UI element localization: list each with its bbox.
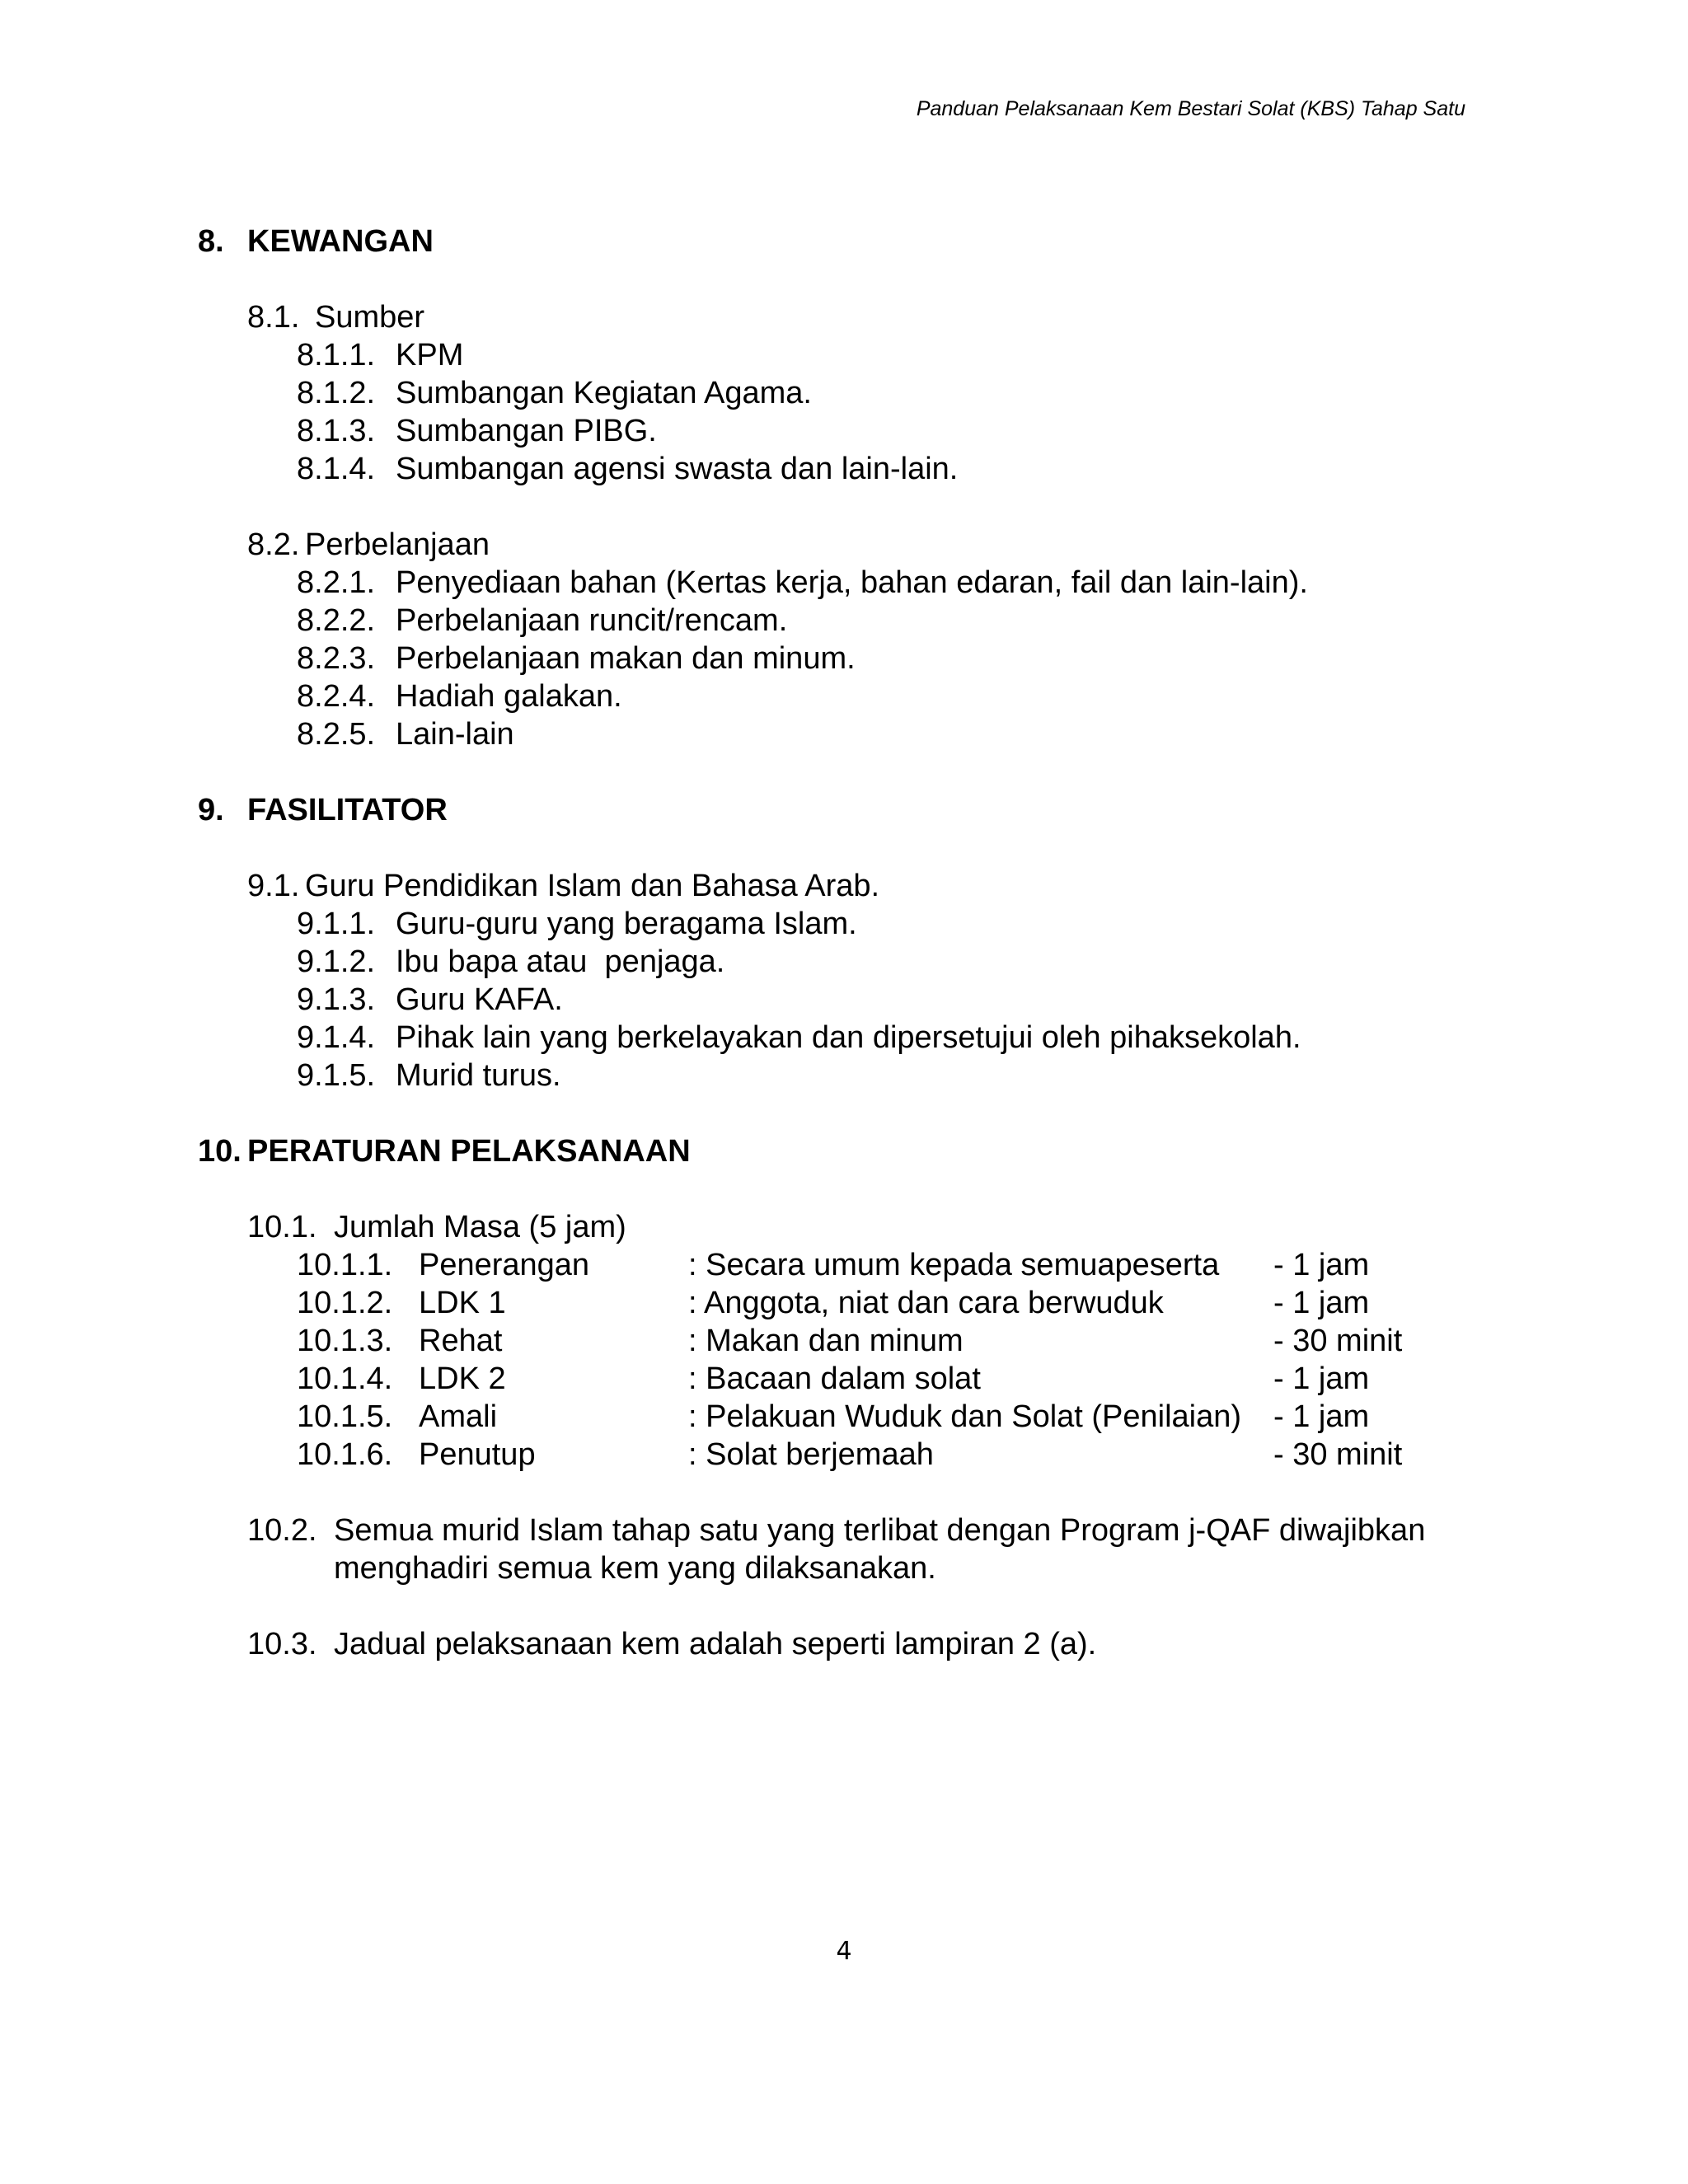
list-item	[297, 336, 463, 374]
list-item	[297, 1019, 1301, 1057]
subsection-number: 10.1.	[247, 1210, 317, 1244]
section-heading-peraturan	[198, 1132, 691, 1170]
schedule-activity: LDK 2	[419, 1361, 506, 1396]
list-item	[297, 715, 514, 753]
schedule-duration: - 1 jam	[1273, 1248, 1370, 1282]
item-number: 9.1.3.	[297, 982, 376, 1017]
page-number: 4	[836, 1937, 852, 1966]
list-item	[297, 677, 622, 715]
section-number: 8.	[198, 224, 224, 259]
list-item	[297, 412, 657, 450]
section-title: FASILITATOR	[247, 793, 448, 827]
item-text: Guru-guru yang beragama Islam.	[396, 907, 857, 941]
subsection-title: Perbelanjaan	[305, 527, 490, 562]
item-text: Perbelanjaan makan dan minum.	[396, 641, 856, 676]
schedule-row	[297, 1436, 1451, 1474]
list-item	[297, 905, 857, 943]
list-item	[297, 450, 958, 488]
section-heading-kewangan	[198, 223, 434, 260]
subsection-jumlah-masa	[247, 1208, 626, 1246]
paragraph-number: 10.3.	[247, 1627, 317, 1661]
item-text: KPM	[396, 338, 464, 373]
section-number: 9.	[198, 793, 224, 827]
list-item	[297, 1057, 561, 1094]
schedule-description: : Solat berjemaah	[688, 1437, 934, 1472]
schedule-description: : Makan dan minum	[688, 1324, 964, 1358]
schedule-description: : Pelakuan Wuduk dan Solat (Penilaian)	[688, 1399, 1242, 1434]
subsection-guru	[247, 867, 879, 905]
item-number: 8.2.1.	[297, 565, 376, 600]
item-number: 9.1.1.	[297, 907, 376, 941]
paragraph-10-3	[247, 1625, 1096, 1663]
schedule-number: 10.1.4.	[297, 1361, 393, 1396]
section-number: 10.	[198, 1134, 241, 1169]
section-title: PERATURAN PELAKSANAAN	[247, 1134, 691, 1169]
subsection-number: 9.1.	[247, 869, 300, 903]
item-number: 8.2.3.	[297, 641, 376, 676]
schedule-duration: - 30 minit	[1273, 1324, 1403, 1358]
item-text: Penyediaan bahan (Kertas kerja, bahan edaran, fail dan lain-lain).	[396, 565, 1308, 600]
item-number: 8.1.4.	[297, 452, 376, 486]
schedule-duration: - 1 jam	[1273, 1286, 1370, 1320]
item-text: Sumbangan PIBG.	[396, 414, 657, 448]
item-number: 8.2.4.	[297, 679, 376, 714]
item-text: Sumbangan Kegiatan Agama.	[396, 376, 812, 410]
schedule-number: 10.1.3.	[297, 1324, 393, 1358]
schedule-number: 10.1.2.	[297, 1286, 393, 1320]
list-item	[297, 943, 724, 981]
paragraph-10-2	[247, 1511, 1488, 1587]
schedule-number: 10.1.5.	[297, 1399, 393, 1434]
subsection-sumber	[247, 298, 424, 336]
schedule-description: : Secara umum kepada semuapeserta	[688, 1248, 1220, 1282]
schedule-row	[297, 1284, 1451, 1322]
running-header: Panduan Pelaksanaan Kem Bestari Solat (KBS) Tahap Satu	[916, 97, 1465, 120]
item-text: Murid turus.	[396, 1058, 561, 1093]
item-number: 9.1.2.	[297, 944, 376, 979]
section-heading-fasilitator	[198, 791, 448, 829]
section-title: KEWANGAN	[247, 224, 434, 259]
schedule-duration: - 1 jam	[1273, 1399, 1370, 1434]
item-number: 8.2.5.	[297, 717, 376, 752]
subsection-number: 8.2.	[247, 527, 300, 562]
schedule-row	[297, 1322, 1451, 1360]
list-item	[297, 564, 1308, 602]
schedule-activity: Penerangan	[419, 1248, 590, 1282]
schedule-description: : Bacaan dalam solat	[688, 1361, 981, 1396]
list-item	[297, 374, 812, 412]
paragraph-text: Semua murid Islam tahap satu yang terlibat dengan Program j-QAF diwajibkan menghadiri semua kem yang dilaksanakan.	[334, 1513, 1426, 1586]
item-text: Perbelanjaan runcit/rencam.	[396, 603, 788, 638]
subsection-number: 8.1.	[247, 300, 300, 335]
schedule-duration: - 30 minit	[1273, 1437, 1403, 1472]
schedule-description: : Anggota, niat dan cara berwuduk	[688, 1286, 1164, 1320]
schedule-activity: Amali	[419, 1399, 498, 1434]
item-number: 8.1.3.	[297, 414, 376, 448]
subsection-title: Sumber	[315, 300, 425, 335]
item-number: 8.2.2.	[297, 603, 376, 638]
item-text: Lain-lain	[396, 717, 514, 752]
schedule-number: 10.1.6.	[297, 1437, 393, 1472]
list-item	[297, 602, 787, 640]
subsection-perbelanjaan	[247, 526, 490, 564]
item-text: Pihak lain yang berkelayakan dan dipersetujui oleh pihaksekolah.	[396, 1020, 1301, 1055]
item-text: Guru KAFA.	[396, 982, 563, 1017]
item-number: 8.1.2.	[297, 376, 376, 410]
schedule-row	[297, 1360, 1451, 1398]
schedule-duration: - 1 jam	[1273, 1361, 1370, 1396]
item-text: Ibu bapa atau penjaga.	[396, 944, 725, 979]
subsection-title: Jumlah Masa (5 jam)	[334, 1210, 626, 1244]
list-item	[297, 981, 563, 1019]
schedule-activity: Rehat	[419, 1324, 503, 1358]
item-number: 9.1.4.	[297, 1020, 376, 1055]
schedule-row	[297, 1246, 1451, 1284]
paragraph-number: 10.2.	[247, 1513, 317, 1548]
schedule-activity: Penutup	[419, 1437, 536, 1472]
item-number: 9.1.5.	[297, 1058, 376, 1093]
item-number: 8.1.1.	[297, 338, 376, 373]
item-text: Hadiah galakan.	[396, 679, 622, 714]
schedule-activity: LDK 1	[419, 1286, 506, 1320]
schedule-number: 10.1.1.	[297, 1248, 393, 1282]
schedule-row	[297, 1398, 1451, 1436]
paragraph-text: Jadual pelaksanaan kem adalah seperti lampiran 2 (a).	[334, 1627, 1097, 1661]
item-text: Sumbangan agensi swasta dan lain-lain.	[396, 452, 959, 486]
list-item	[297, 640, 856, 677]
subsection-title: Guru Pendidikan Islam dan Bahasa Arab.	[305, 869, 880, 903]
